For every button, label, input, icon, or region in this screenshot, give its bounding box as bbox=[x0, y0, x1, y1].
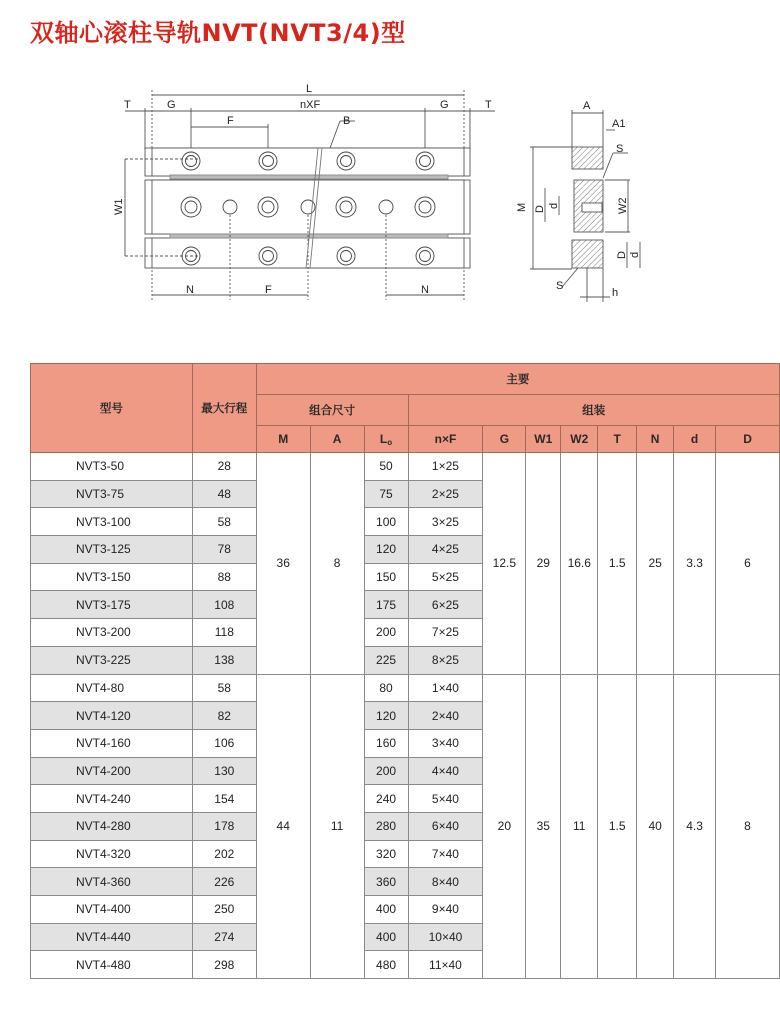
cell-nxF: 2×25 bbox=[408, 480, 483, 508]
cell-max-stroke: 88 bbox=[192, 563, 256, 591]
cell-Lo: 320 bbox=[364, 840, 408, 868]
label-W1: W1 bbox=[113, 198, 125, 215]
header-Lo bbox=[364, 426, 408, 453]
cell-Lo: 400 bbox=[364, 896, 408, 924]
label-B: B bbox=[343, 115, 351, 127]
cell-max-stroke: 82 bbox=[192, 702, 256, 730]
cell-model: NVT4-240 bbox=[31, 785, 193, 813]
cell-nxF: 9×40 bbox=[408, 896, 483, 924]
cell-max-stroke: 154 bbox=[192, 785, 256, 813]
cell-max-stroke: 202 bbox=[192, 840, 256, 868]
table-body bbox=[31, 453, 780, 979]
front-view bbox=[125, 90, 495, 300]
cell-max-stroke: 130 bbox=[192, 757, 256, 785]
cell-nxF: 6×40 bbox=[408, 812, 483, 840]
cell-nxF: 11×40 bbox=[408, 951, 483, 979]
header-model: 型号 bbox=[31, 364, 193, 453]
cell-nxF: 2×40 bbox=[408, 702, 483, 730]
header-assembly: 组装 bbox=[408, 395, 780, 426]
cell-nxF: 8×25 bbox=[408, 646, 483, 674]
label-G-right: G bbox=[440, 99, 449, 111]
cell-Lo: 150 bbox=[364, 563, 408, 591]
cell-D: 6 bbox=[716, 453, 780, 675]
cell-G: 20 bbox=[483, 674, 526, 979]
cell-nxF: 5×25 bbox=[408, 563, 483, 591]
cell-nxF: 3×40 bbox=[408, 729, 483, 757]
label-S-bottom: S bbox=[556, 280, 564, 292]
cell-max-stroke: 78 bbox=[192, 536, 256, 564]
cell-max-stroke: 138 bbox=[192, 646, 256, 674]
label-F-top: F bbox=[227, 115, 234, 127]
cell-nxF: 8×40 bbox=[408, 868, 483, 896]
cell-Lo: 200 bbox=[364, 757, 408, 785]
cell-max-stroke: 58 bbox=[192, 508, 256, 536]
cell-model: NVT3-225 bbox=[31, 646, 193, 674]
header-T: T bbox=[598, 426, 637, 453]
cell-model: NVT3-200 bbox=[31, 619, 193, 647]
cell-Lo: 480 bbox=[364, 951, 408, 979]
cell-Lo: 80 bbox=[364, 674, 408, 702]
label-D-mid: D bbox=[534, 205, 546, 213]
cell-G: 12.5 bbox=[483, 453, 526, 675]
cell-nxF: 4×25 bbox=[408, 536, 483, 564]
cell-max-stroke: 118 bbox=[192, 619, 256, 647]
technical-drawing bbox=[0, 60, 780, 320]
cell-nxF: 7×25 bbox=[408, 619, 483, 647]
label-d-mid: d bbox=[548, 202, 560, 209]
cell-model: NVT4-80 bbox=[31, 674, 193, 702]
cell-Lo: 100 bbox=[364, 508, 408, 536]
label-N-right: N bbox=[421, 284, 429, 296]
cell-Lo: 200 bbox=[364, 619, 408, 647]
cell-W2: 16.6 bbox=[561, 453, 598, 675]
header-L-subscript: o bbox=[387, 437, 393, 447]
cell-max-stroke: 274 bbox=[192, 923, 256, 951]
cell-max-stroke: 226 bbox=[192, 868, 256, 896]
cell-model: NVT4-360 bbox=[31, 868, 193, 896]
cell-model: NVT4-480 bbox=[31, 951, 193, 979]
cell-W1: 29 bbox=[526, 453, 561, 675]
cell-nxF: 3×25 bbox=[408, 508, 483, 536]
spec-table bbox=[30, 363, 780, 979]
cell-model: NVT4-160 bbox=[31, 729, 193, 757]
cell-max-stroke: 250 bbox=[192, 896, 256, 924]
header-W2: W2 bbox=[561, 426, 598, 453]
cell-Lo: 225 bbox=[364, 646, 408, 674]
label-h: h bbox=[612, 287, 619, 299]
cell-nxF: 5×40 bbox=[408, 785, 483, 813]
label-G-left: G bbox=[167, 99, 176, 111]
cell-Lo: 360 bbox=[364, 868, 408, 896]
label-F-bottom: F bbox=[265, 284, 272, 296]
cell-max-stroke: 58 bbox=[192, 674, 256, 702]
cell-max-stroke: 108 bbox=[192, 591, 256, 619]
cell-max-stroke: 48 bbox=[192, 480, 256, 508]
label-A: A bbox=[583, 100, 591, 112]
cell-N: 25 bbox=[637, 453, 674, 675]
cell-D: 8 bbox=[716, 674, 780, 979]
label-T-left: T bbox=[124, 99, 131, 111]
header-d: d bbox=[674, 426, 716, 453]
header-D: D bbox=[716, 426, 780, 453]
cell-d: 3.3 bbox=[674, 453, 716, 675]
header-L-text: L bbox=[379, 431, 388, 446]
cell-W2: 11 bbox=[561, 674, 598, 979]
cell-max-stroke: 178 bbox=[192, 812, 256, 840]
label-A1: A1 bbox=[612, 118, 626, 130]
table-row bbox=[31, 674, 780, 702]
header-nxF: n×F bbox=[408, 426, 483, 453]
cell-Lo: 400 bbox=[364, 923, 408, 951]
header-W1: W1 bbox=[526, 426, 561, 453]
header-G: G bbox=[483, 426, 526, 453]
cell-Lo: 175 bbox=[364, 591, 408, 619]
cell-T: 1.5 bbox=[598, 674, 637, 979]
page-title: 双轴心滚柱导轨NVT(NVT3/4)型 bbox=[30, 19, 406, 47]
label-S-top: S bbox=[616, 143, 624, 155]
cell-nxF: 10×40 bbox=[408, 923, 483, 951]
label-N-left: N bbox=[186, 284, 194, 296]
cell-Lo: 75 bbox=[364, 480, 408, 508]
cell-model: NVT4-400 bbox=[31, 896, 193, 924]
cell-Lo: 50 bbox=[364, 453, 408, 481]
cell-Lo: 280 bbox=[364, 812, 408, 840]
cell-model: NVT3-50 bbox=[31, 453, 193, 481]
header-A: A bbox=[310, 426, 364, 453]
label-nxf: nXF bbox=[300, 99, 321, 111]
cell-T: 1.5 bbox=[598, 453, 637, 675]
cell-nxF: 4×40 bbox=[408, 757, 483, 785]
cell-Lo: 120 bbox=[364, 702, 408, 730]
cell-Lo: 120 bbox=[364, 536, 408, 564]
cell-M: 36 bbox=[256, 453, 310, 675]
table-row bbox=[31, 453, 780, 481]
header-main: 主要 bbox=[256, 364, 779, 395]
label-W2: W2 bbox=[617, 197, 629, 214]
cell-model: NVT4-280 bbox=[31, 812, 193, 840]
cell-nxF: 7×40 bbox=[408, 840, 483, 868]
cell-M: 44 bbox=[256, 674, 310, 979]
cell-N: 40 bbox=[637, 674, 674, 979]
cell-max-stroke: 28 bbox=[192, 453, 256, 481]
cell-model: NVT3-125 bbox=[31, 536, 193, 564]
label-L: L bbox=[306, 83, 313, 95]
header-N: N bbox=[637, 426, 674, 453]
cell-model: NVT3-75 bbox=[31, 480, 193, 508]
cell-model: NVT4-120 bbox=[31, 702, 193, 730]
cell-model: NVT4-440 bbox=[31, 923, 193, 951]
header-max-stroke: 最大行程 bbox=[192, 364, 256, 453]
cell-nxF: 1×40 bbox=[408, 674, 483, 702]
cell-W1: 35 bbox=[526, 674, 561, 979]
label-T-right: T bbox=[485, 99, 492, 111]
cell-max-stroke: 298 bbox=[192, 951, 256, 979]
label-D-low: D bbox=[616, 251, 628, 259]
cell-d: 4.3 bbox=[674, 674, 716, 979]
header-M: M bbox=[256, 426, 310, 453]
cell-model: NVT3-100 bbox=[31, 508, 193, 536]
cell-model: NVT4-200 bbox=[31, 757, 193, 785]
label-M: M bbox=[516, 202, 528, 212]
cell-model: NVT4-320 bbox=[31, 840, 193, 868]
cell-nxF: 6×25 bbox=[408, 591, 483, 619]
cell-model: NVT3-150 bbox=[31, 563, 193, 591]
label-d-low: d bbox=[629, 251, 641, 258]
cell-A: 8 bbox=[310, 453, 364, 675]
cell-model: NVT3-175 bbox=[31, 591, 193, 619]
cell-Lo: 240 bbox=[364, 785, 408, 813]
cell-A: 11 bbox=[310, 674, 364, 979]
cell-Lo: 160 bbox=[364, 729, 408, 757]
cell-max-stroke: 106 bbox=[192, 729, 256, 757]
cell-nxF: 1×25 bbox=[408, 453, 483, 481]
header-combo-dims: 组合尺寸 bbox=[256, 395, 408, 426]
